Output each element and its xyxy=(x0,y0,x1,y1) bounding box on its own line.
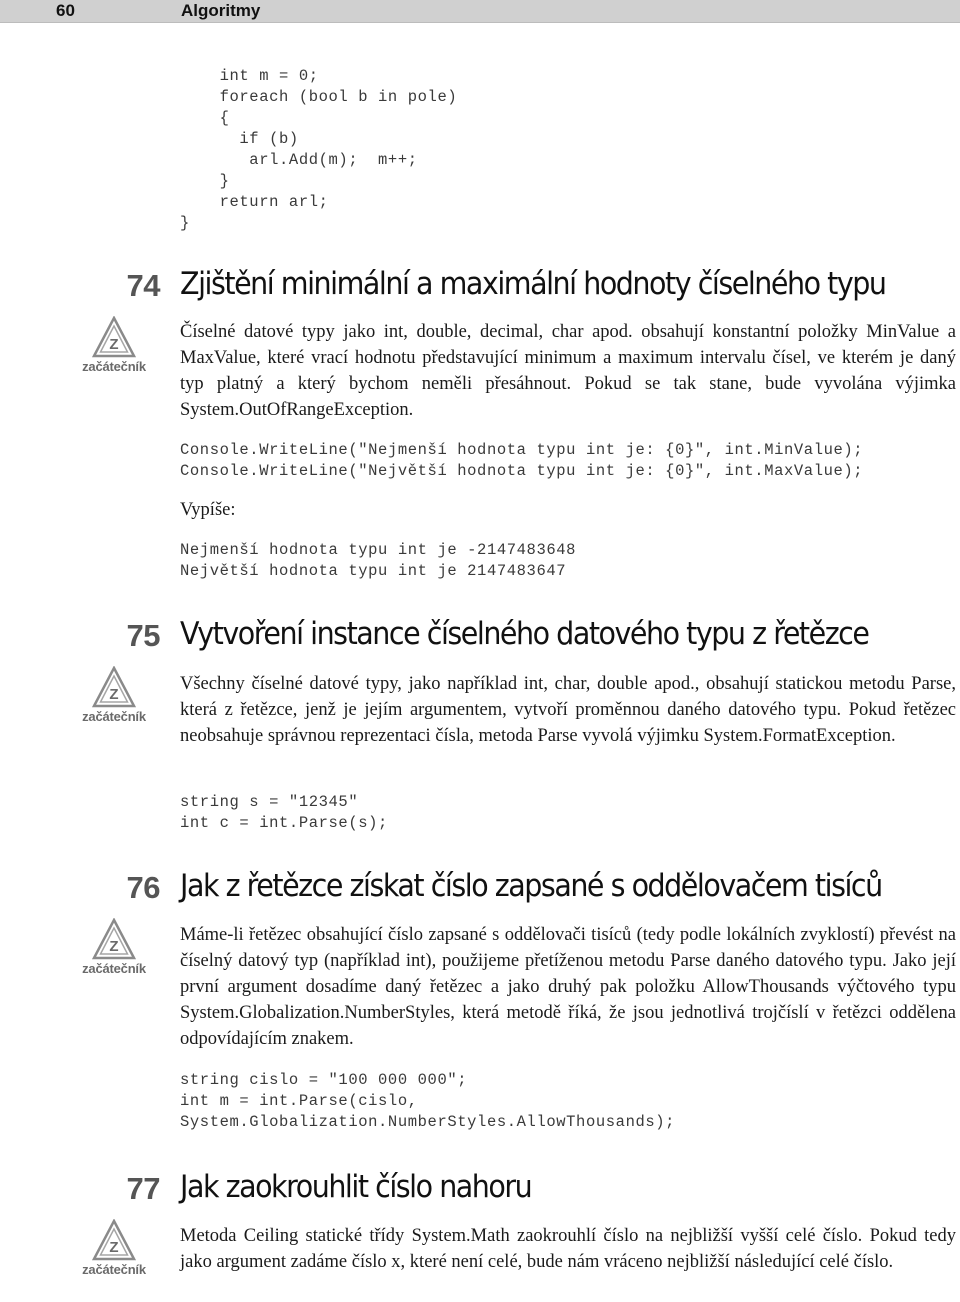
section-number: 74 xyxy=(126,268,160,303)
beginner-level-icon xyxy=(92,316,136,358)
badge-letter: Z xyxy=(109,336,119,353)
level-badge xyxy=(82,666,146,728)
beginner-level-icon xyxy=(92,1219,136,1261)
code-block-continuation: int m = 0; foreach (bool b in pole) { if (b) arl.Add(m); m++; } return arl; } xyxy=(180,67,458,232)
level-label: začátečník xyxy=(82,1262,146,1277)
section-title: Zjištění minimální a maximální hodnoty číselného typu xyxy=(180,266,886,302)
level-label: začátečník xyxy=(82,359,146,374)
section-number: 77 xyxy=(126,1171,160,1206)
section-number: 76 xyxy=(126,870,160,905)
output-label: Vypíše: xyxy=(180,500,236,520)
section-title: Jak zaokrouhlit číslo nahoru xyxy=(180,1169,532,1205)
section-text: Všechny číselné datové typy, jako například int, char, double apod., obsahují statickou metodu Parse, která z řetězce, jenž je jejím argumentem, vytvoří proměnnou daného datového typu. Pokud řetězec neobsahuje správnou reprezentaci čísla, metoda Parse vyvolá výjimku System.FormatException. xyxy=(180,674,956,746)
section-title: Vytvoření instance číselného datového typu z řetězce xyxy=(180,616,869,652)
beginner-level-icon xyxy=(92,918,136,960)
page-number: 60 xyxy=(56,1,75,20)
level-label: začátečník xyxy=(82,961,146,976)
beginner-level-icon xyxy=(92,666,136,708)
code-block: string cislo = "100 000 000"; int m = int.Parse(cislo, System.Globalization.NumberStyles.AllowThousands); xyxy=(180,1071,676,1131)
level-label: začátečník xyxy=(82,709,146,724)
chapter-title: Algoritmy xyxy=(181,1,261,20)
code-block: string s = "12345" int c = int.Parse(s); xyxy=(180,793,388,832)
badge-letter: Z xyxy=(109,938,119,955)
page-header xyxy=(0,0,960,23)
output-block: Nejmenší hodnota typu int je -2147483648 Největší hodnota typu int je 2147483647 xyxy=(180,541,577,580)
badge-letter: Z xyxy=(109,686,119,703)
section-text: Číselné datové typy jako int, double, decimal, char apod. obsahují konstantní položky MinValue a MaxValue, které vrací hodnotu představující minimum a maximum intervalu čísel, ve kterém je daný typ platný a který bychom neměli přesáhnout. Pokud se tak stane, bude vyvolána výjimka System.OutOfRangeException. xyxy=(180,322,956,420)
level-badge xyxy=(82,1219,146,1281)
badge-letter: Z xyxy=(109,1239,119,1256)
section-title: Jak z řetězce získat číslo zapsané s oddělovačem tisíců xyxy=(180,868,882,904)
level-badge xyxy=(82,918,146,980)
level-badge xyxy=(82,316,146,378)
code-block: Console.WriteLine("Nejmenší hodnota typu int je: {0}", int.MinValue); Console.WriteLine("Největší hodnota typu int je: {0}", int.MaxValue); xyxy=(180,441,864,480)
section-text: Máme-li řetězec obsahující číslo zapsané s oddělovači tisíců (tedy podle lokálních zvyklostí) převést na číselný datový typ (například int), použijeme přetíženou metodu Parse daného datového typu. Jako její první argument dosadíme daný řetězec a jako druhý pak položku AllowThousands výčtového typu System.Globalization.NumberStyles, která metodě říká, že jsou jednotlivá trojčíslí v řetězci oddělena odpovídajícím znakem. xyxy=(180,925,956,1049)
section-text: Metoda Ceiling statické třídy System.Math zaokrouhlí číslo na nejbližší vyšší celé číslo. Pokud tedy jako argument zadáme číslo x, které není celé, bude nám vráceno nejbližší následující celé číslo. xyxy=(180,1226,956,1272)
section-number: 75 xyxy=(126,618,160,653)
